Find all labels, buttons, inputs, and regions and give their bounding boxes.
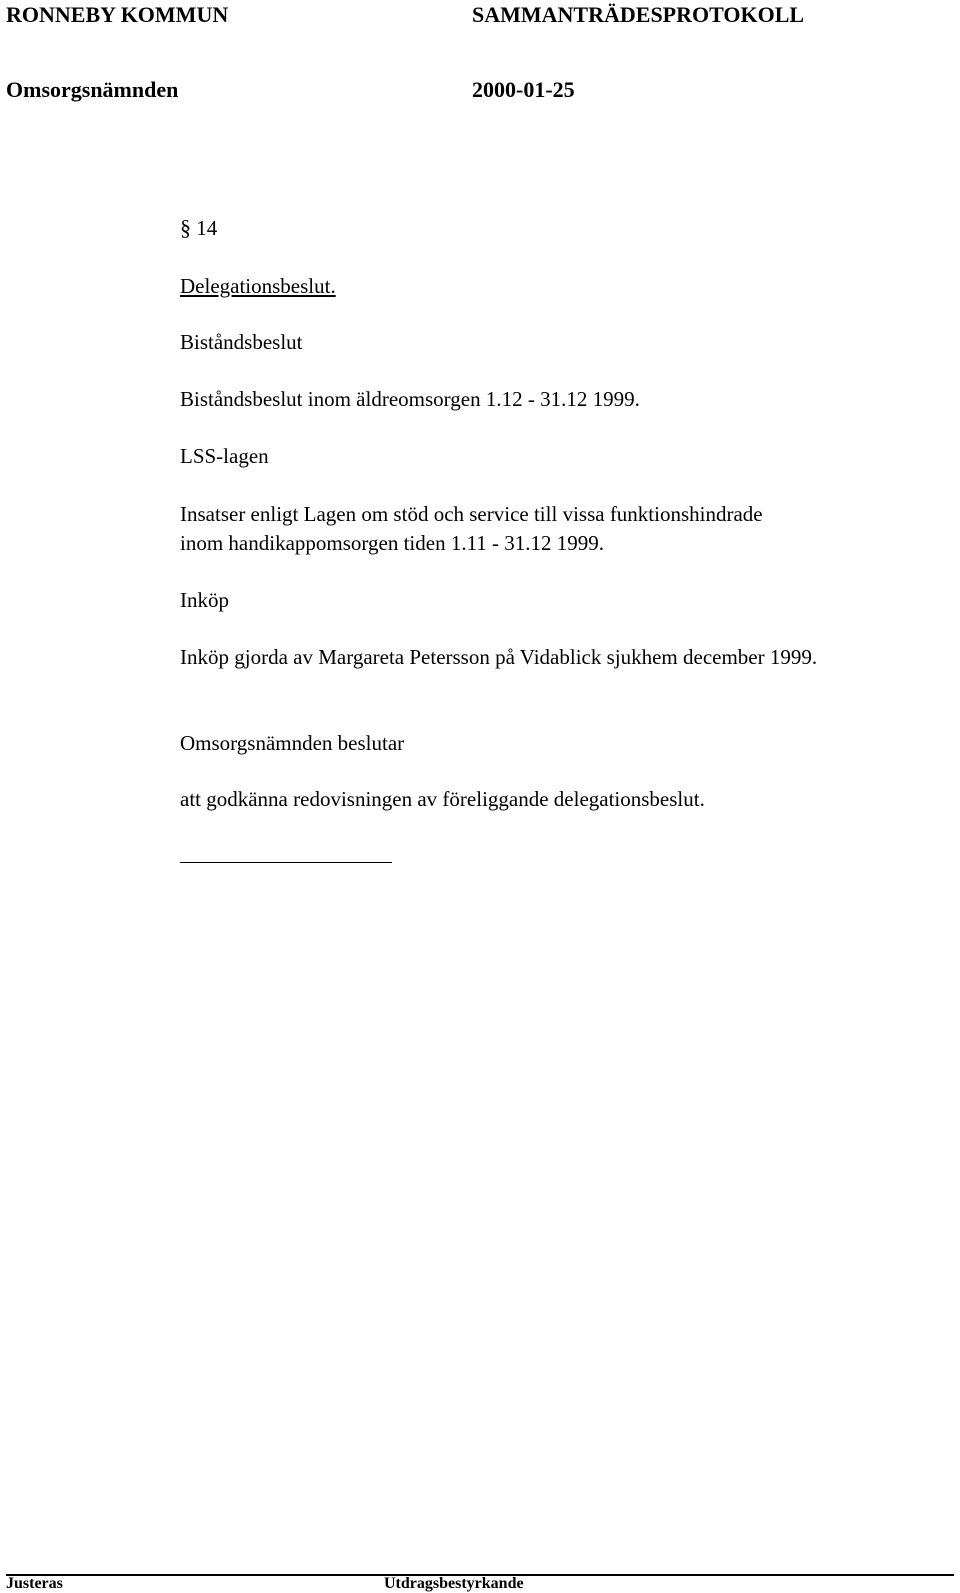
subsection-heading-inkop: Inköp (180, 588, 229, 612)
document-type: SAMMANTRÄDESPROTOKOLL (472, 2, 805, 27)
subsection-heading-lss: LSS-lagen (180, 444, 269, 468)
subsection-text-inkop: Inköp gjorda av Margareta Petersson på Vidablick sjukhem december 1999. (180, 645, 818, 669)
meeting-date: 2000-01-25 (472, 77, 575, 102)
subsection-heading-bistandsbeslut: Biståndsbeslut (180, 330, 303, 354)
paragraph-number-value: 14 (196, 216, 218, 240)
footer-utdragsbestyrkande: Utdragsbestyrkande (384, 1575, 524, 1592)
decision-text: att godkänna redovisningen av föreliggande delegationsbeslut. (180, 787, 705, 811)
subsection-text-lss-line-1: Insatser enligt Lagen om stöd och service till vissa funktionshindrade (180, 502, 763, 526)
organization-name: RONNEBY KOMMUN (6, 2, 229, 27)
committee-name: Omsorgsnämnden (6, 77, 179, 102)
section-title: Delegationsbeslut. (180, 274, 336, 298)
subsection-text-bistandsbeslut: Biståndsbeslut inom äldreomsorgen 1.12 - 31.12 1999. (180, 387, 640, 411)
footer-justeras: Justeras (6, 1575, 63, 1592)
subsection-text-lss-line-2: inom handikappomsorgen tiden 1.11 - 31.12 1999. (180, 531, 605, 555)
decision-intro: Omsorgsnämnden beslutar (180, 731, 405, 755)
paragraph-symbol: § (180, 215, 191, 240)
signature-line (180, 862, 392, 863)
paragraph-number (180, 215, 217, 241)
